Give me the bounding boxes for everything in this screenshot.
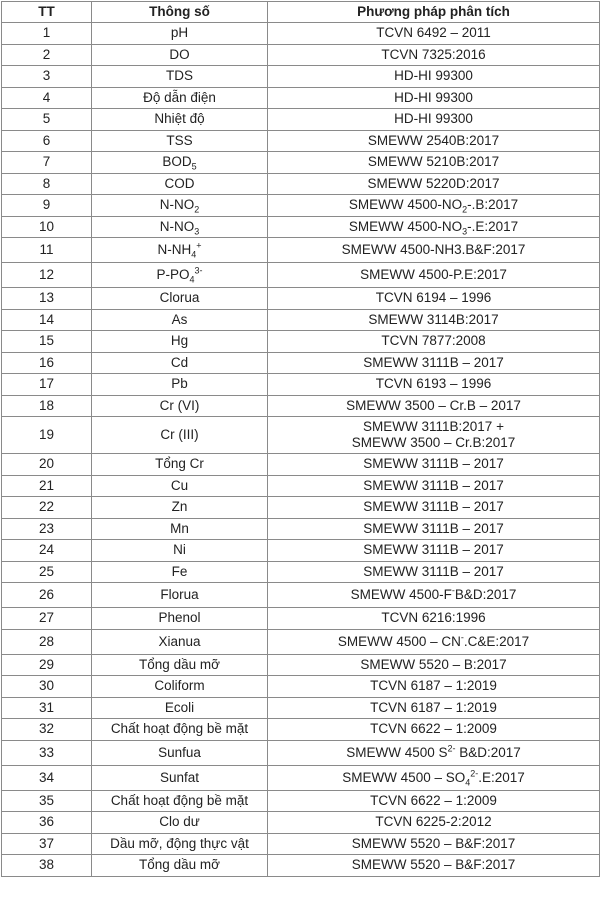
parameter-cell bbox=[92, 238, 268, 263]
table-row bbox=[2, 454, 600, 476]
method-cell: TCVN 6225-2:2012 bbox=[268, 812, 600, 834]
parameter-main: BOD bbox=[162, 154, 192, 170]
method-line: SMEWW 3111B:2017 + bbox=[363, 419, 504, 434]
row-number: 17 bbox=[2, 374, 92, 396]
method-cell: SMEWW 4500-NH3.B&F:2017 bbox=[268, 238, 600, 263]
method-cell: TCVN 6194 – 1996 bbox=[268, 288, 600, 310]
method-superscript: 2- bbox=[447, 743, 456, 753]
row-number: 36 bbox=[2, 812, 92, 834]
row-number: 13 bbox=[2, 288, 92, 310]
row-number: 14 bbox=[2, 309, 92, 331]
row-number: 32 bbox=[2, 719, 92, 741]
parameter-cell: Độ dẫn điện bbox=[92, 87, 268, 109]
method-cell: TCVN 7325:2016 bbox=[268, 44, 600, 66]
row-number: 18 bbox=[2, 395, 92, 417]
method-cell: SMEWW 3111B – 2017 bbox=[268, 561, 600, 583]
parameter-subscript: 2 bbox=[194, 204, 200, 215]
table-row bbox=[2, 765, 600, 790]
row-number: 8 bbox=[2, 173, 92, 195]
parameter-cell: pH bbox=[92, 23, 268, 45]
parameter-cell: TSS bbox=[92, 130, 268, 152]
table-row bbox=[2, 309, 600, 331]
parameter-cell: Zn bbox=[92, 497, 268, 519]
row-number: 29 bbox=[2, 654, 92, 676]
method-cell: TCVN 6187 – 1:2019 bbox=[268, 697, 600, 719]
table-row bbox=[2, 561, 600, 583]
method-suffix: -.B:2017 bbox=[467, 197, 519, 213]
method-main: SMEWW 4500 – SO bbox=[342, 769, 466, 785]
header-method: Phương pháp phân tích bbox=[268, 2, 600, 23]
table-row bbox=[2, 790, 600, 812]
table-row bbox=[2, 812, 600, 834]
parameter-cell: Cu bbox=[92, 475, 268, 497]
method-cell: TCVN 6622 – 1:2009 bbox=[268, 719, 600, 741]
parameter-subscript: 4 bbox=[191, 249, 197, 260]
row-number: 11 bbox=[2, 238, 92, 263]
method-cell: SMEWW 5220D:2017 bbox=[268, 173, 600, 195]
method-cell bbox=[268, 765, 600, 790]
row-number: 27 bbox=[2, 608, 92, 630]
method-cell: SMEWW 5520 – B&F:2017 bbox=[268, 855, 600, 877]
row-number: 24 bbox=[2, 540, 92, 562]
parameter-cell: COD bbox=[92, 173, 268, 195]
method-cell: TCVN 6622 – 1:2009 bbox=[268, 790, 600, 812]
table-row bbox=[2, 152, 600, 174]
method-cell: SMEWW 5520 – B:2017 bbox=[268, 654, 600, 676]
parameter-cell: Sunfua bbox=[92, 740, 268, 765]
parameter-cell: Chất hoạt động bề mặt bbox=[92, 719, 268, 741]
table-row bbox=[2, 518, 600, 540]
row-number: 26 bbox=[2, 583, 92, 608]
row-number: 35 bbox=[2, 790, 92, 812]
table-row bbox=[2, 540, 600, 562]
parameter-cell: Tổng dầu mỡ bbox=[92, 855, 268, 877]
parameter-cell: Cr (III) bbox=[92, 417, 268, 454]
table-row bbox=[2, 195, 600, 217]
method-main: SMEWW 4500-NO bbox=[348, 197, 463, 213]
table-body bbox=[2, 23, 600, 877]
table-row bbox=[2, 676, 600, 698]
parameter-superscript: 3- bbox=[194, 265, 203, 276]
parameter-cell: Hg bbox=[92, 331, 268, 353]
parameter-cell: Dầu mỡ, động thực vật bbox=[92, 833, 268, 855]
table-row bbox=[2, 109, 600, 131]
header-param: Thông số bbox=[92, 2, 268, 23]
parameter-cell: Cr (VI) bbox=[92, 395, 268, 417]
row-number: 25 bbox=[2, 561, 92, 583]
parameter-main: N-NO bbox=[159, 197, 195, 213]
table-row bbox=[2, 130, 600, 152]
row-number: 28 bbox=[2, 629, 92, 654]
parameter-cell bbox=[92, 152, 268, 174]
table-row bbox=[2, 740, 600, 765]
method-cell: TCVN 6187 – 1:2019 bbox=[268, 676, 600, 698]
method-cell bbox=[268, 417, 600, 454]
table-row bbox=[2, 583, 600, 608]
parameter-cell: Ni bbox=[92, 540, 268, 562]
method-cell bbox=[268, 216, 600, 238]
table-row bbox=[2, 417, 600, 454]
method-superscript: - bbox=[451, 585, 455, 596]
table-row bbox=[2, 331, 600, 353]
parameter-cell: Florua bbox=[92, 583, 268, 608]
table-row bbox=[2, 608, 600, 630]
method-cell: SMEWW 3111B – 2017 bbox=[268, 475, 600, 497]
table-row bbox=[2, 475, 600, 497]
table-row bbox=[2, 719, 600, 741]
parameter-cell: Sunfat bbox=[92, 765, 268, 790]
method-main: SMEWW 4500 S bbox=[346, 744, 448, 760]
row-number: 30 bbox=[2, 676, 92, 698]
row-number: 4 bbox=[2, 87, 92, 109]
row-number: 9 bbox=[2, 195, 92, 217]
row-number: 15 bbox=[2, 331, 92, 353]
table-row bbox=[2, 44, 600, 66]
row-number: 20 bbox=[2, 454, 92, 476]
row-number: 5 bbox=[2, 109, 92, 131]
parameter-cell: Mn bbox=[92, 518, 268, 540]
method-cell: TCVN 6216:1996 bbox=[268, 608, 600, 630]
parameter-cell: Tổng dầu mỡ bbox=[92, 654, 268, 676]
row-number: 31 bbox=[2, 697, 92, 719]
parameter-cell: Ecoli bbox=[92, 697, 268, 719]
parameter-cell: Chất hoạt động bề mặt bbox=[92, 790, 268, 812]
method-cell: TCVN 7877:2008 bbox=[268, 331, 600, 353]
parameter-cell: Phenol bbox=[92, 608, 268, 630]
table-row bbox=[2, 173, 600, 195]
row-number: 7 bbox=[2, 152, 92, 174]
parameter-main: P-PO bbox=[156, 267, 190, 282]
method-cell: SMEWW 3111B – 2017 bbox=[268, 540, 600, 562]
method-main: SMEWW 4500 – CN bbox=[337, 633, 461, 649]
method-cell: SMEWW 2540B:2017 bbox=[268, 130, 600, 152]
parameter-cell: Clo dư bbox=[92, 812, 268, 834]
table-row bbox=[2, 288, 600, 310]
method-cell: SMEWW 3111B – 2017 bbox=[268, 454, 600, 476]
method-cell: SMEWW 3111B – 2017 bbox=[268, 518, 600, 540]
table-row bbox=[2, 855, 600, 877]
method-cell: HD-HI 99300 bbox=[268, 87, 600, 109]
method-cell bbox=[268, 629, 600, 654]
row-number: 38 bbox=[2, 855, 92, 877]
parameter-superscript: + bbox=[196, 240, 202, 251]
parameter-cell bbox=[92, 216, 268, 238]
method-suffix: .E:2017 bbox=[478, 769, 525, 785]
table-row bbox=[2, 833, 600, 855]
parameter-cell bbox=[92, 263, 268, 288]
parameter-subscript: 4 bbox=[189, 274, 195, 285]
parameter-main: N-NO bbox=[159, 218, 195, 234]
method-suffix: .C&E:2017 bbox=[463, 633, 530, 649]
row-number: 33 bbox=[2, 740, 92, 765]
table-row bbox=[2, 374, 600, 396]
parameter-cell: Pb bbox=[92, 374, 268, 396]
row-number: 6 bbox=[2, 130, 92, 152]
parameter-cell: Nhiệt độ bbox=[92, 109, 268, 131]
table-row bbox=[2, 87, 600, 109]
table-row bbox=[2, 352, 600, 374]
row-number: 34 bbox=[2, 765, 92, 790]
analysis-methods-table bbox=[1, 1, 600, 877]
method-cell bbox=[268, 583, 600, 608]
method-subscript: 2 bbox=[462, 204, 468, 215]
parameter-cell: As bbox=[92, 309, 268, 331]
table-row bbox=[2, 654, 600, 676]
row-number: 2 bbox=[2, 44, 92, 66]
row-number: 21 bbox=[2, 475, 92, 497]
method-cell bbox=[268, 195, 600, 217]
method-cell: SMEWW 5210B:2017 bbox=[268, 152, 600, 174]
parameter-cell: Cd bbox=[92, 352, 268, 374]
method-cell: SMEWW 3500 – Cr.B – 2017 bbox=[268, 395, 600, 417]
row-number: 10 bbox=[2, 216, 92, 238]
parameter-cell bbox=[92, 195, 268, 217]
parameter-subscript: 5 bbox=[191, 161, 197, 172]
parameter-main: N-NH bbox=[157, 242, 192, 257]
method-cell: HD-HI 99300 bbox=[268, 66, 600, 88]
method-cell: SMEWW 3111B – 2017 bbox=[268, 497, 600, 519]
row-number: 19 bbox=[2, 417, 92, 454]
row-number: 16 bbox=[2, 352, 92, 374]
method-superscript: 2- bbox=[470, 768, 479, 778]
row-number: 22 bbox=[2, 497, 92, 519]
method-cell: HD-HI 99300 bbox=[268, 109, 600, 131]
parameter-cell: Clorua bbox=[92, 288, 268, 310]
row-number: 23 bbox=[2, 518, 92, 540]
parameter-cell: DO bbox=[92, 44, 268, 66]
parameter-subscript: 3 bbox=[194, 226, 200, 237]
method-superscript: - bbox=[460, 632, 464, 642]
table-row bbox=[2, 697, 600, 719]
method-main: SMEWW 4500-NO bbox=[348, 218, 463, 234]
row-number: 3 bbox=[2, 66, 92, 88]
method-cell: SMEWW 3114B:2017 bbox=[268, 309, 600, 331]
method-subscript: 4 bbox=[465, 777, 471, 788]
table-header-row bbox=[2, 2, 600, 23]
method-subscript: 3 bbox=[462, 226, 468, 237]
parameter-cell: Xianua bbox=[92, 629, 268, 654]
table-row bbox=[2, 238, 600, 263]
table-row bbox=[2, 629, 600, 654]
table-row bbox=[2, 497, 600, 519]
method-cell: TCVN 6193 – 1996 bbox=[268, 374, 600, 396]
table-row bbox=[2, 263, 600, 288]
table-row bbox=[2, 23, 600, 45]
row-number: 37 bbox=[2, 833, 92, 855]
method-suffix: B&D:2017 bbox=[454, 587, 517, 602]
row-number: 1 bbox=[2, 23, 92, 45]
method-cell bbox=[268, 740, 600, 765]
header-tt: TT bbox=[2, 2, 92, 23]
table-row bbox=[2, 66, 600, 88]
method-cell: TCVN 6492 – 2011 bbox=[268, 23, 600, 45]
parameter-cell: Tổng Cr bbox=[92, 454, 268, 476]
parameter-cell: Fe bbox=[92, 561, 268, 583]
parameter-cell: Coliform bbox=[92, 676, 268, 698]
method-cell: SMEWW 5520 – B&F:2017 bbox=[268, 833, 600, 855]
method-suffix: B&D:2017 bbox=[455, 744, 521, 760]
method-cell: SMEWW 4500-P.E:2017 bbox=[268, 263, 600, 288]
method-cell: SMEWW 3111B – 2017 bbox=[268, 352, 600, 374]
row-number: 12 bbox=[2, 263, 92, 288]
method-main: SMEWW 4500-F bbox=[350, 587, 452, 602]
method-line: SMEWW 3500 – Cr.B:2017 bbox=[351, 435, 516, 450]
table-row bbox=[2, 395, 600, 417]
table-row bbox=[2, 216, 600, 238]
parameter-cell: TDS bbox=[92, 66, 268, 88]
method-suffix: -.E:2017 bbox=[467, 218, 519, 234]
